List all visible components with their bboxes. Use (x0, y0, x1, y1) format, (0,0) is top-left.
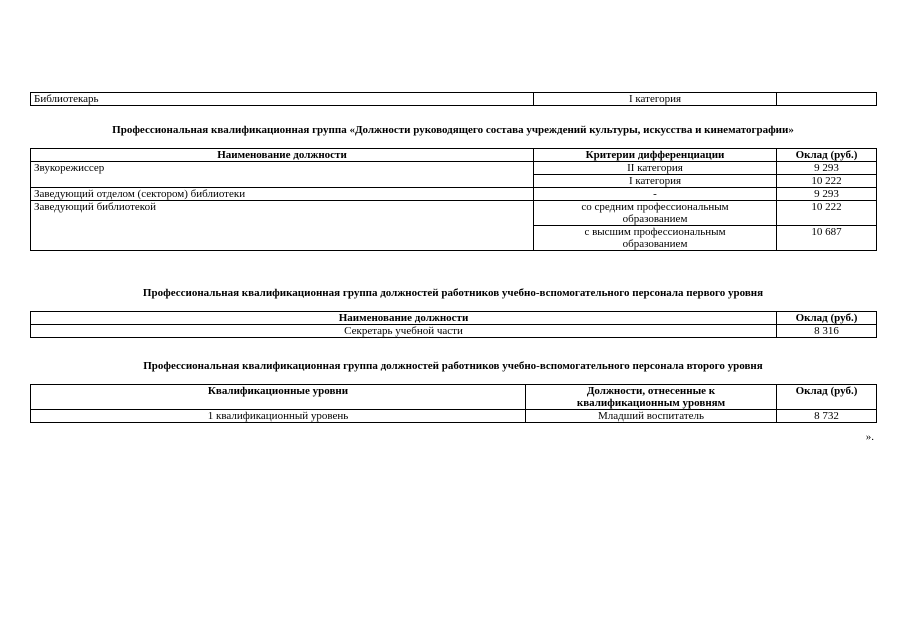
column-header: Критерии дифференциации (534, 149, 777, 162)
column-header: Оклад (руб.) (777, 385, 877, 410)
table-row (31, 201, 877, 226)
table-row (31, 188, 877, 201)
position-name-cell: Заведующий библиотекой (31, 201, 534, 251)
table-row (31, 93, 877, 106)
table-row (31, 325, 877, 338)
column-header: Наименование должности (31, 149, 534, 162)
criterion-cell: I категория (534, 175, 777, 188)
salary-cell: 8 316 (777, 325, 877, 338)
table-header-row (31, 312, 877, 325)
column-header: Оклад (руб.) (777, 312, 877, 325)
table-row (31, 410, 877, 423)
column-header: Оклад (руб.) (777, 149, 877, 162)
table-top-row (30, 92, 877, 106)
criterion-cell: со средним профессиональным образованием (534, 201, 777, 226)
salary-cell: 10 222 (777, 201, 877, 226)
qualification-level-cell: 1 квалификационный уровень (31, 410, 526, 423)
position-name-cell: Библиотекарь (31, 93, 534, 106)
section-title: Профессиональная квалификационная группа должностей работников учебно-вспомогательного персонала второго уровня (143, 360, 763, 372)
table-support-staff-level-1 (30, 311, 877, 338)
position-name-cell: Секретарь учебной части (31, 325, 777, 338)
salary-cell (777, 93, 877, 106)
column-header: Квалификационные уровни (31, 385, 526, 410)
criterion-cell: - (534, 188, 777, 201)
position-name-cell: Звукорежиссер (31, 162, 534, 188)
salary-cell: 8 732 (777, 410, 877, 423)
position-name-cell: Младший воспитатель (526, 410, 777, 423)
closing-quote-mark: ». (865, 431, 874, 443)
table-header-row (31, 149, 877, 162)
section-title: Профессиональная квалификационная группа «Должности руководящего состава учреждений культуры, искусства и кинематографии» (112, 124, 794, 136)
table-header-row (31, 385, 877, 410)
column-header: Наименование должности (31, 312, 777, 325)
salary-cell: 9 293 (777, 162, 877, 175)
salary-cell: 10 222 (777, 175, 877, 188)
column-header: Должности, отнесенные к квалификационным уровням (526, 385, 777, 410)
salary-cell: 10 687 (777, 226, 877, 251)
criterion-cell: с высшим профессиональным образованием (534, 226, 777, 251)
salary-cell: 9 293 (777, 188, 877, 201)
criterion-cell: II категория (534, 162, 777, 175)
section-title: Профессиональная квалификационная группа должностей работников учебно-вспомогательного персонала первого уровня (142, 287, 764, 299)
table-row (31, 162, 877, 175)
criterion-cell: I категория (534, 93, 777, 106)
position-name-cell: Заведующий отделом (сектором) библиотеки (31, 188, 534, 201)
table-support-staff-level-2 (30, 384, 877, 423)
table-management-staff (30, 148, 877, 251)
